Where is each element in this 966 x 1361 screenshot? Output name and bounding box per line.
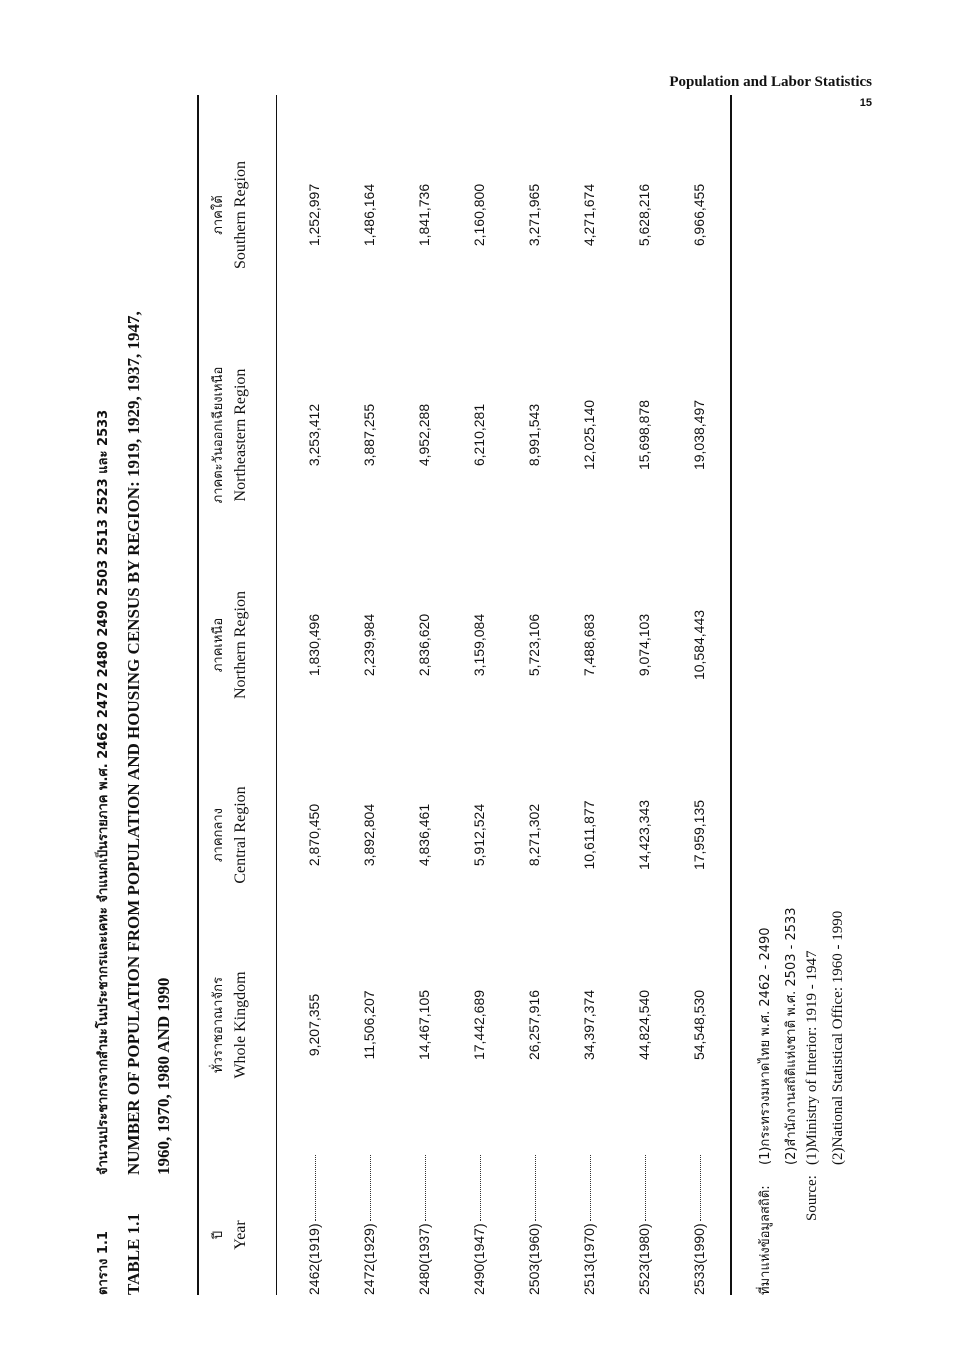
whole-kingdom-cell: 44,824,540 (636, 989, 652, 1061)
column-header-english: Central Region (232, 786, 249, 884)
column-header-english: Whole Kingdom (232, 971, 249, 1079)
column-header-english: Northeastern Region (232, 368, 249, 502)
source-thai-2: (2)สำนักงานสถิติแห่งชาติ พ.ศ. 2503 - 2533 (784, 907, 799, 1165)
table-row (632, 95, 662, 1295)
whole-kingdom-cell: 54,548,530 (691, 989, 707, 1061)
whole-kingdom-cell: 9,207,355 (306, 993, 322, 1057)
rotated-table-page (80, 95, 846, 1295)
southern-cell: 1,252,997 (306, 183, 322, 247)
table-row (412, 95, 442, 1295)
central-cell: 10,611,877 (581, 800, 597, 870)
northern-cell: 1,830,496 (306, 613, 322, 677)
page-number: 15 (859, 97, 872, 109)
table-title-english-text: NUMBER OF POPULATION FROM POPULATION AND HOUSING CENSUS BY REGION: 1919, 1929, 1937, 1947, (124, 311, 143, 1175)
northern-cell: 2,836,620 (416, 613, 432, 677)
table-row (577, 95, 607, 1295)
column-header-thai: ภาคเหนือ (211, 617, 226, 673)
whole-kingdom-cell: 14,467,105 (416, 989, 432, 1061)
northeastern-cell: 3,253,412 (306, 403, 322, 467)
southern-cell: 5,628,216 (636, 183, 652, 247)
whole-kingdom-cell: 26,257,916 (526, 989, 542, 1061)
southern-cell: 2,160,800 (471, 183, 487, 247)
table-row (302, 95, 332, 1295)
table-row (467, 95, 497, 1295)
source-thai-1: (1)กระทรวงมหาดไทย พ.ศ. 2462 - 2490 (758, 927, 773, 1165)
northern-cell: 10,584,443 (691, 609, 707, 681)
column-header-english: Year (232, 1220, 249, 1250)
whole-kingdom-cell: 11,506,207 (361, 990, 377, 1060)
source-english-1: (1)Ministry of Interior: 1919 - 1947 (804, 950, 820, 1165)
southern-cell: 6,966,455 (691, 183, 707, 247)
table-top-rule (197, 95, 199, 1295)
southern-cell: 1,486,164 (361, 183, 377, 247)
year-cell: 2462(1919) (306, 1145, 322, 1295)
column-header-whole-kingdom (208, 935, 252, 1115)
column-header-year (208, 1175, 252, 1295)
year-cell: 2480(1937) (416, 1145, 432, 1295)
southern-cell: 4,271,674 (581, 183, 597, 247)
table-row (522, 95, 552, 1295)
central-cell: 14,423,343 (636, 799, 652, 871)
table-bottom-rule (730, 95, 732, 1295)
central-cell: 2,870,450 (306, 803, 322, 867)
year-cell: 2533(1990) (691, 1145, 707, 1295)
table-row (687, 95, 717, 1295)
table-label-thai: ตาราง 1.1 (96, 1231, 111, 1295)
column-header-thai: ภาคใต้ (211, 195, 226, 235)
central-cell: 17,959,135 (691, 799, 707, 871)
northern-cell: 7,488,683 (581, 613, 597, 677)
year-cell: 2513(1970) (581, 1145, 597, 1295)
column-header-thai: ภาคกลาง (211, 807, 226, 863)
whole-kingdom-cell: 34,397,374 (581, 989, 597, 1061)
column-header-english: Northern Region (232, 591, 249, 699)
column-header-northeastern (208, 335, 252, 535)
year-cell: 2523(1980) (636, 1145, 652, 1295)
southern-cell: 3,271,965 (526, 183, 542, 247)
northeastern-cell: 4,952,288 (416, 403, 432, 467)
table-title-thai (92, 410, 113, 1295)
northern-cell: 9,074,103 (636, 613, 652, 677)
column-header-thai: ทั่วราชอาณาจักร (211, 977, 226, 1073)
northeastern-cell: 15,698,878 (636, 399, 652, 471)
central-cell: 3,892,804 (361, 803, 377, 867)
northern-cell: 5,723,106 (526, 613, 542, 677)
column-header-southern (208, 125, 252, 305)
northeastern-cell: 12,025,140 (581, 399, 597, 471)
year-cell: 2472(1929) (361, 1145, 377, 1295)
central-cell: 5,912,524 (471, 803, 487, 867)
central-cell: 8,271,302 (526, 803, 542, 867)
source-label-thai: ที่มาแห่งข้อมูลสถิติ: (758, 1185, 773, 1295)
year-cell: 2490(1947) (471, 1145, 487, 1295)
northern-cell: 3,159,084 (471, 613, 487, 677)
northern-cell: 2,239,984 (361, 613, 377, 677)
column-header-thai: ปี (211, 1230, 226, 1240)
source-label-english: Source: (804, 1175, 820, 1221)
table-label-english: TABLE 1.1 (124, 1213, 143, 1295)
central-cell: 4,836,461 (416, 803, 432, 867)
northeastern-cell: 8,991,543 (526, 403, 542, 467)
year-cell: 2503(1960) (526, 1145, 542, 1295)
header-rule (276, 95, 277, 1295)
column-header-central (208, 745, 252, 925)
table-title-english (124, 311, 144, 1295)
column-header-northern (208, 555, 252, 735)
table-row (357, 95, 387, 1295)
table-title-thai-text: จำนวนประชากรจากสำมะโนประชากรและเคหะ จำแนกเป็นรายภาค พ.ศ. 2462 2472 2480 2490 2503 2513 2523 และ 2533 (96, 409, 111, 1175)
whole-kingdom-cell: 17,442,689 (471, 989, 487, 1061)
northeastern-cell: 19,038,497 (691, 399, 707, 471)
table-title-english-continued: 1960, 1970, 1980 AND 1990 (154, 977, 173, 1175)
column-header-english: Southern Region (232, 161, 249, 269)
northeastern-cell: 3,887,255 (361, 403, 377, 467)
running-header-title: Population and Labor Statistics (669, 74, 872, 90)
column-header-thai: ภาคตะวันออกเฉียงเหนือ (211, 366, 226, 504)
southern-cell: 1,841,736 (416, 183, 432, 247)
northeastern-cell: 6,210,281 (471, 403, 487, 467)
source-english-2: (2)National Statistical Office: 1960 - 1990 (830, 910, 846, 1165)
